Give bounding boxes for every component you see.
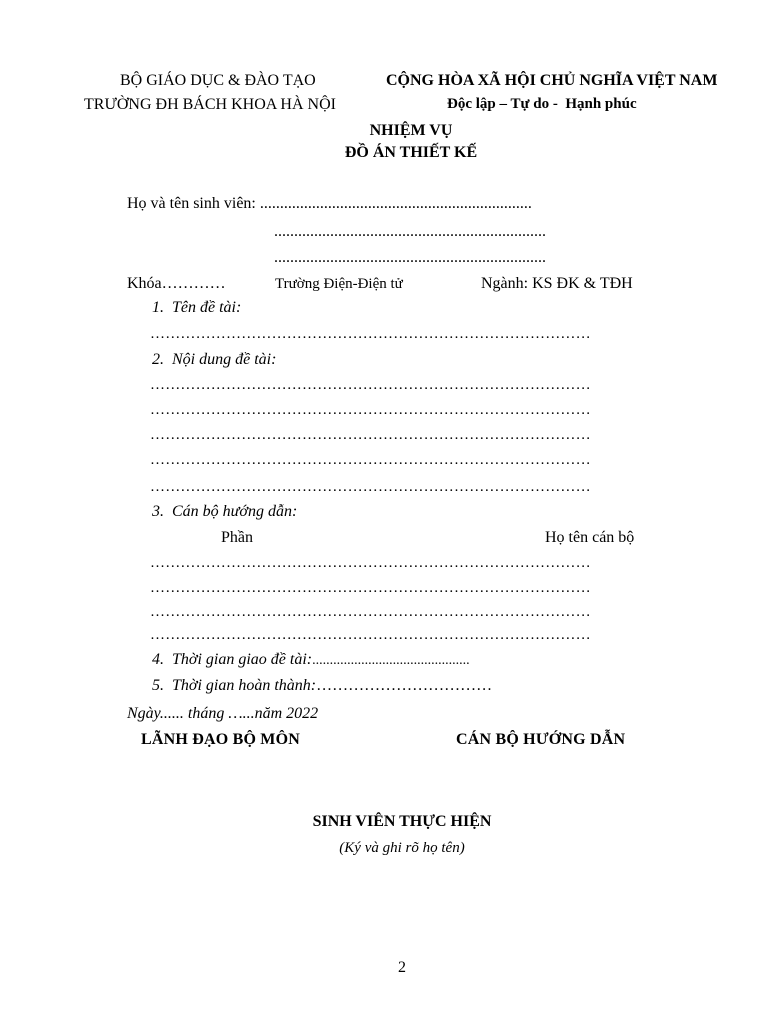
student-name-label: Họ và tên sinh viên: .................................................................... [127, 195, 532, 212]
supervisor-dot-line: …………………………………………………………………………… [150, 604, 591, 620]
topic-dot-line: …………………………………………………………………………… [150, 326, 591, 342]
assign-date-dots: ............................................. [312, 653, 470, 668]
supervisor-name-column-header: Họ tên cán bộ [545, 529, 635, 546]
major-field: Ngành: KS ĐK & TĐH [481, 275, 633, 292]
student-signature: SINH VIÊN THỰC HIỆN [312, 813, 492, 830]
document-title: NHIỆM VỤ [369, 122, 453, 139]
assign-date-label: 4. Thời gian giao đề tài:............................................. [152, 651, 470, 668]
part-column-header: Phần [221, 529, 253, 546]
page-number: 2 [398, 959, 406, 976]
content-dot-line: …………………………………………………………………………… [150, 479, 591, 495]
student-name-dots: .................................................................... [259, 195, 532, 212]
supervisor-signature: CÁN BỘ HƯỚNG DẪN [456, 731, 626, 748]
date-line: Ngày...... tháng …...năm 2022 [127, 705, 319, 722]
student-signature-note: (Ký và ghi rõ họ tên) [339, 840, 465, 856]
content-dot-line: …………………………………………………………………………… [150, 452, 591, 468]
student-name-dots-3: .................................................................... [274, 249, 546, 266]
student-name-dots-2: .................................................................... [274, 223, 546, 240]
dept-head-signature: LÃNH ĐẠO BỘ MÔN [141, 731, 300, 748]
content-dot-line: …………………………………………………………………………… [150, 402, 591, 418]
national-motto: Độc lập – Tự do - Hạnh phúc [447, 96, 637, 112]
finish-date-label: 5. Thời gian hoàn thành:…………………………… [152, 677, 493, 694]
university-name: TRƯỜNG ĐH BÁCH KHOA HÀ NỘI [84, 96, 336, 113]
school-field: Trường Điện-Điện tử [275, 276, 403, 292]
course-field: Khóa………… [127, 275, 226, 292]
supervisor-dot-line: …………………………………………………………………………… [150, 580, 591, 596]
republic-name: CỘNG HÒA XÃ HỘI CHỦ NGHĨA VIỆT NAM [386, 72, 718, 89]
finish-date-dots: …………………………… [316, 677, 493, 694]
document-subtitle: ĐỒ ÁN THIẾT KẾ [344, 144, 478, 161]
topic-label: 1. Tên đề tài: [152, 299, 242, 316]
content-dot-line: …………………………………………………………………………… [150, 427, 591, 443]
supervisor-dot-line: …………………………………………………………………………… [150, 627, 591, 643]
content-label: 2. Nội dung đề tài: [152, 351, 277, 368]
supervisor-dot-line: …………………………………………………………………………… [150, 555, 591, 571]
ministry-name: BỘ GIÁO DỤC & ĐÀO TẠO [120, 72, 316, 89]
supervisor-label: 3. Cán bộ hướng dẫn: [152, 503, 298, 520]
content-dot-line: …………………………………………………………………………… [150, 377, 591, 393]
